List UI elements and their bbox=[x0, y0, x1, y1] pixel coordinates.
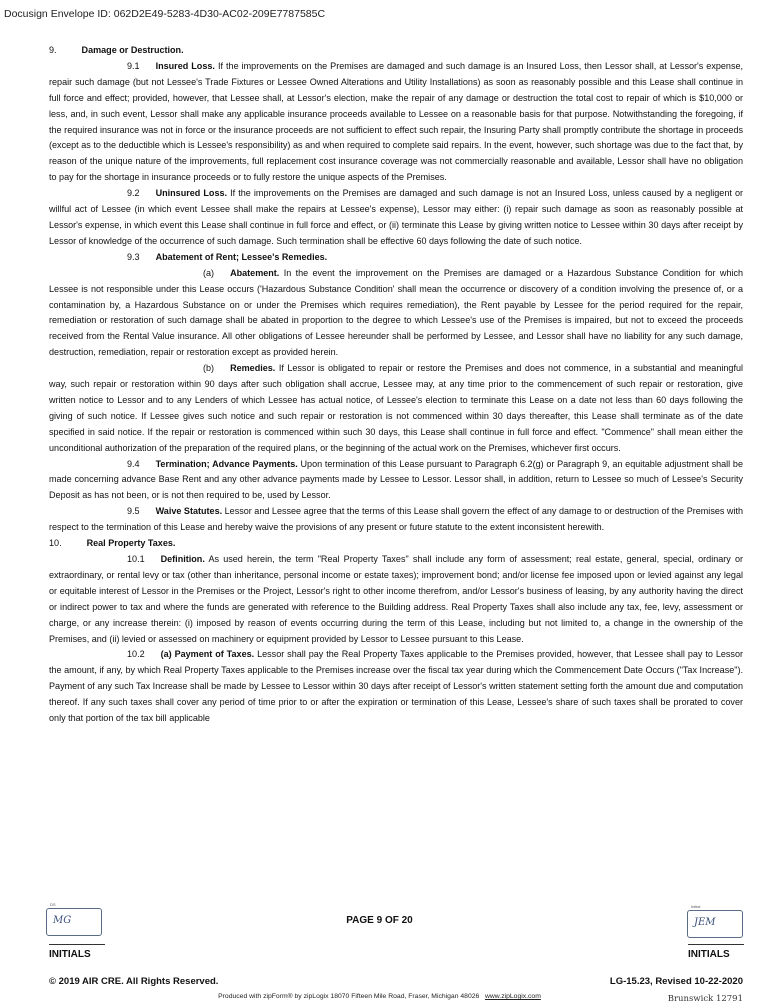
section-text: Lessor shall pay the Real Property Taxes applicable to the Premises provided, however, that Lessee shall pay to Lessor the amount, if any, by which Real Property Taxes applicable to the Premises increase over the fiscal tax year during which the Commencement Date Occurs ("Tax Increase"). Payment of any such Tax Increase shall be made by Lessee to Lessor within 30 days after receipt of Lessor's written statement setting forth the amount due and computation thereof. If any such taxes shall cover any period of time prior to or after the expiration or termination of this Lease, Lessee's share of such taxes shall be prorated to cover only that portion of the tax bill applicable bbox=[49, 649, 743, 724]
section-paragraph bbox=[49, 457, 743, 505]
section-title: Waive Statutes. bbox=[155, 506, 223, 517]
section-number: (b) bbox=[203, 363, 215, 374]
section-text: If the improvements on the Premises are damaged and such damage is an Insured Loss, then Lessor shall, at Lessor's expense, repair such damage (but not Lessee's Trade Fixtures or Lessee Owned Alterations and Utility Installations) as soon as reasonably possible and this Lease shall continue in full force and effect; provided, however, that Lessee shall, at Lessor's election, make the repair of any damage or destruction the total cost to repair of which is $10,000 or less, and, in such event, Lessor shall make any applicable insurance proceeds available to Lessee on a reasonable basis for that purpose. Notwithstanding the foregoing, if the required insurance was not in force or the insurance proceeds are not sufficient to effect such repair, the Insuring Party shall promptly contribute the shortage in proceeds (except as to the deductible which is Lessee's responsibility) as and when required to complete said repairs. In the event, however, such shortage was due to the fact that, by reason of the unique nature of the improvements, full replacement cost insurance coverage was not commercially reasonable and available, Lessor shall have no obligation to pay for the shortage in insurance proceeds or to fully restore the unique aspects of the Premises. bbox=[49, 60, 744, 183]
section-title: Abatement. bbox=[230, 267, 280, 278]
brunswick-id: Brunswick 12791 bbox=[667, 994, 743, 1004]
right-initials-box[interactable] bbox=[687, 904, 743, 938]
section-title: Termination; Advance Payments. bbox=[155, 458, 298, 469]
produced-by-line bbox=[0, 993, 759, 1000]
left-initials-line bbox=[49, 944, 105, 945]
section-title: Abatement of Rent; Lessee's Remedies. bbox=[155, 251, 328, 262]
produced-by-text: Produced with zipForm® by zipLogix 18070 Fifteen Mile Road, Fraser, Michigan 48026 bbox=[218, 993, 480, 1000]
section-number: 9.1 bbox=[127, 60, 140, 71]
section-number: 9.3 bbox=[127, 251, 140, 262]
ziplogix-link[interactable]: www.zipLogix.com bbox=[484, 993, 541, 1000]
section-number: 10.1 bbox=[127, 554, 145, 564]
section-number: 9.2 bbox=[127, 188, 140, 199]
left-initials-tag: DS bbox=[50, 902, 56, 907]
document-body bbox=[49, 43, 743, 727]
section-text: If Lessor is obligated to repair or restore the Premises and does not commence, in a substantial and meaningful way, such repair or restoration within 90 days after such obligation shall accrue, Lessee may, at any time prior to the commencement of such repair or restoration, give written notice to Lessor and to any Lenders of which Lessee has actual notice, of Lessee's election to terminate this Lease on a date not less than 60 days following the giving of such notice. If Lessee gives such notice and such repair or restoration is not commenced within 30 days thereafter, this Lease shall terminate as of the date specified in said notice. If the repair or restoration is commenced within such 30 days, this Lease shall continue in full force and effect. "Commence" shall mean either the unconditional authorization of the preparation of the required plans, or the beginning of the actual work on the Premises, whichever first occurs. bbox=[49, 363, 744, 453]
section-paragraph bbox=[49, 266, 743, 361]
section-number: 9.4 bbox=[127, 458, 140, 469]
section-text: If the improvements on the Premises are damaged and such damage is not an Insured Loss, unless caused by a negligent or willful act of Lessee (in which event Lessee shall make the repairs at Lessee's expense), Lessor may either: (i) repair such damage as soon as reasonably possible at Lessor's expense, in which event this Lease shall continue in full force and effect, or (ii) terminate this Lease by giving written notice to Lessee within 30 days after receipt by Lessor of knowledge of the occurrence of such damage. Such termination shall be effective 60 days following the date of such notice. bbox=[49, 188, 743, 246]
section-number: (a) bbox=[203, 267, 215, 278]
section-title: Uninsured Loss. bbox=[155, 188, 228, 199]
form-revision: LG-15.23, Revised 10-22-2020 bbox=[609, 976, 743, 987]
section-paragraph bbox=[49, 59, 743, 186]
left-initials-label: INITIALS bbox=[49, 949, 91, 960]
section-title: Damage or Destruction. bbox=[81, 45, 184, 55]
section-title: Definition. bbox=[160, 554, 205, 564]
copyright: © 2019 AIR CRE. All Rights Reserved. bbox=[49, 976, 219, 987]
right-initials-tag: Initial bbox=[691, 904, 701, 909]
section-paragraph bbox=[49, 43, 743, 59]
left-initials-signature: MG bbox=[53, 915, 72, 926]
section-text: As used herein, the term "Real Property Taxes" shall include any form of assessment; real estate, general, special, ordinary or extraordinary, or rental levy or tax (other than inheritance, personal income or estate taxes); improvement bond; and/or license fee imposed upon or levied against any legal or equitable interest of Lessor in the Premises or the Project, Lessor's right to other income therefrom, and/or Lessor's business of leasing, by any authority having the direct or indirect power to tax and where the funds are generated with reference to the Building address. Real Property Taxes shall also include any tax, fee, levy, assessment or charge, or any increase therein: (i) imposed by reason of events occurring during the term of this Lease, including but not limited to, a change in the ownership of the Premises, and (ii) levied or assessed on machinery or equipment provided by Lessor to Lessee pursuant to this Lease. bbox=[49, 554, 744, 644]
section-paragraph bbox=[49, 361, 743, 456]
right-initials-signature: JEM bbox=[694, 917, 716, 928]
section-number: 9. bbox=[49, 45, 57, 55]
section-number: 9.5 bbox=[127, 506, 140, 517]
section-text: Upon termination of this Lease pursuant to Paragraph 6.2(g) or Paragraph 9, an equitable adjustment shall be made concerning advance Base Rent and any other advance payments made by Lessee to Lessor. Lessor shall, in addition, return to Lessee so much of Lessee's Security Deposit as has not been, or is not then required to be, used by Lessor. bbox=[49, 458, 743, 501]
page-number: PAGE 9 OF 20 bbox=[346, 915, 413, 926]
section-title: Remedies. bbox=[230, 363, 276, 374]
section-paragraph bbox=[49, 250, 743, 266]
right-initials-line bbox=[688, 944, 744, 945]
section-paragraph bbox=[49, 536, 743, 552]
envelope-id: Docusign Envelope ID: 062D2E49-5283-4D30-AC02-209E7787585C bbox=[4, 8, 326, 20]
section-title: (a) Payment of Taxes. bbox=[160, 649, 255, 660]
section-text: Lessor and Lessee agree that the terms of this Lease shall govern the effect of any damage to or destruction of the Premises with respect to the termination of this Lease and hereby waive the provisions of any present or future statute to the extent inconsistent herewith. bbox=[49, 506, 743, 533]
section-paragraph bbox=[49, 504, 743, 536]
section-paragraph bbox=[49, 186, 743, 250]
section-title: Insured Loss. bbox=[155, 60, 215, 71]
section-number: 10.2 bbox=[127, 649, 145, 660]
section-paragraph bbox=[49, 647, 743, 727]
section-paragraph bbox=[49, 552, 743, 647]
right-initials-label: INITIALS bbox=[688, 949, 730, 960]
section-title: Real Property Taxes. bbox=[86, 538, 176, 549]
section-text: In the event the improvement on the Premises are damaged or a Hazardous Substance Condition for which Lessee is not responsible under this Lease occurs ('Hazardous Substance Condition' shall mean the occurrence or discovery of a condition involving the presence of, or a contamination by, a Hazardous Substance on or under the Premises which requires remediation), the Rent payable by Lessee for the period required for the repair, remediation or restoration of such damage shall be abated in proportion to the degree to which Lessee's use of the Premises is impaired, but not to exceed the proceeds received from the Rental Value insurance. All other obligations of Lessee hereunder shall be performed by Lessee, and Lessor shall have no liability for any such damage, destruction, remediation, repair or restoration except as provided herein. bbox=[49, 267, 744, 358]
section-number: 10. bbox=[49, 538, 62, 549]
